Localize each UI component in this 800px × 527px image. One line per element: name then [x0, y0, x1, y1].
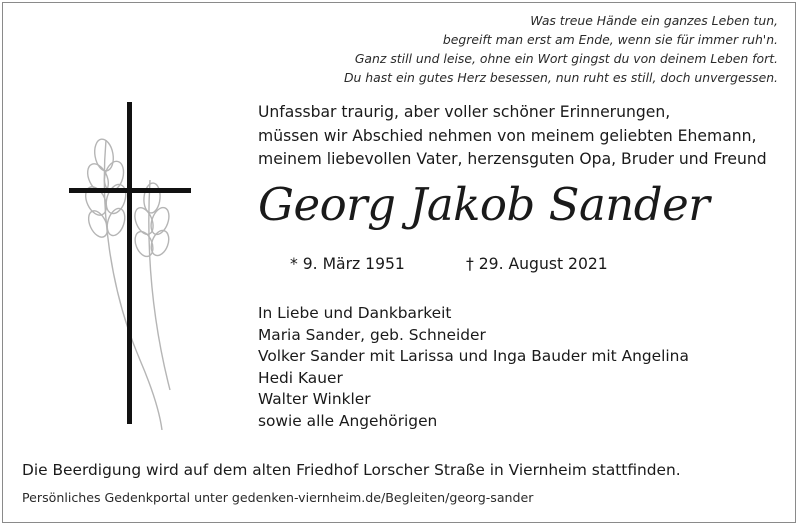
poem-line: Was treue Hände ein ganzes Leben tun, — [530, 13, 778, 28]
poem-line: Ganz still und leise, ohne ein Wort gingst du von deinem Leben fort. — [354, 51, 778, 66]
intro-line: müssen wir Abschied nehmen von meinem geliebten Ehemann, — [258, 126, 757, 145]
poem — [344, 11, 778, 87]
memorial-portal-note: Persönliches Gedenkportal unter gedenken-viernheim.de/Begleiten/georg-sander — [22, 490, 534, 505]
deceased-name: Georg Jakob Sander — [258, 178, 710, 231]
intro-line: meinem liebevollen Vater, herzensguten Opa, Bruder und Freund — [258, 150, 767, 168]
intro-text — [258, 101, 767, 172]
poem-line: begreift man erst am Ende, wenn sie für immer ruh'n. — [442, 32, 778, 47]
wheat-ears-icon — [82, 138, 173, 430]
mourner-line: Maria Sander, geb. Schneider — [258, 325, 486, 344]
mourner-line: In Liebe und Dankbarkeit — [258, 304, 452, 322]
poem-line: Du hast ein gutes Herz besessen, nun ruht es still, doch unvergessen. — [343, 70, 778, 85]
mourners-list — [258, 303, 689, 432]
cross-with-wheat-symbol — [60, 100, 200, 430]
birth-date: * 9. März 1951 — [290, 255, 405, 273]
mourner-line: Hedi Kauer — [258, 368, 343, 387]
mourner-line: sowie alle Angehörigen — [258, 411, 438, 430]
cross-icon — [69, 102, 191, 424]
intro-line: Unfassbar traurig, aber voller schöner Erinnerungen, — [258, 103, 671, 121]
mourner-line: Volker Sander mit Larissa und Inga Bauder mit Angelina — [258, 347, 689, 365]
death-date: † 29. August 2021 — [466, 255, 608, 273]
funeral-info: Die Beerdigung wird auf dem alten Friedhof Lorscher Straße in Viernheim stattfinden. — [22, 461, 681, 479]
mourner-line: Walter Winkler — [258, 390, 371, 408]
